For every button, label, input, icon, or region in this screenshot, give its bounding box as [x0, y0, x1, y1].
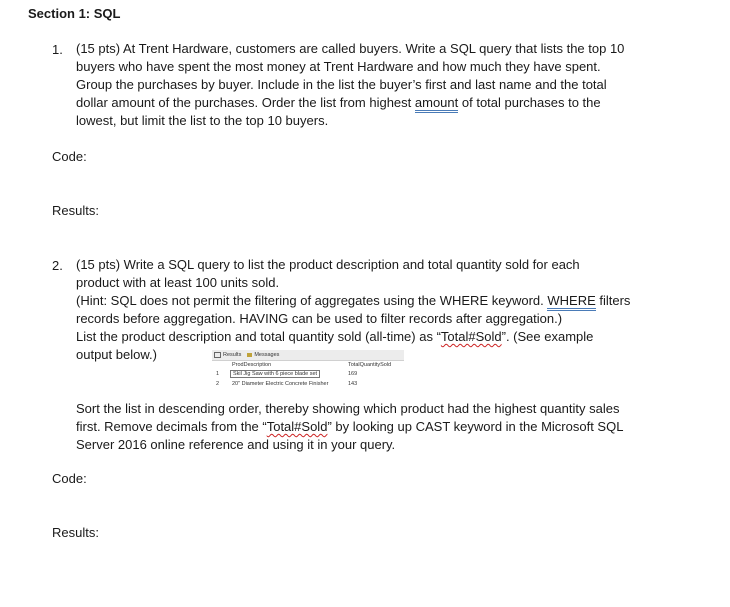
question-2-text	[76, 256, 716, 364]
q2-line	[76, 418, 716, 436]
results-tab	[214, 352, 241, 358]
q2-text-segment: ”. (See example	[501, 329, 594, 344]
q2-line: (15 pts) Write a SQL query to list the product description and total quantity sold for each	[76, 257, 580, 272]
messages-tab	[247, 352, 279, 358]
result-cell-qty: 143	[348, 381, 358, 387]
results-grid	[212, 361, 404, 393]
q2-line: product with at least 100 units sold.	[76, 275, 280, 290]
q1-text-segment: dollar amount of the purchases. Order the list from highest	[76, 95, 415, 110]
q1-results-label: Results:	[52, 203, 99, 218]
results-tabbar	[212, 350, 404, 361]
q2-text-segment: filters	[595, 293, 631, 308]
messages-icon	[247, 353, 252, 357]
q2-text-segment: List the product description and total quantity sold (all-time) as “	[76, 329, 441, 344]
question-2-sort-text	[76, 400, 716, 454]
q2-text-segment: ” by looking up CAST keyword in the Microsoft SQL	[327, 419, 624, 434]
result-cell-qty: 169	[348, 371, 358, 377]
spelling-flag-total-sold: Total#Sold	[266, 419, 328, 434]
q1-code-label: Code:	[52, 149, 87, 164]
result-cell-desc: 20" Diameter Electric Concrete Finisher	[232, 381, 329, 387]
results-tab-label: Results	[223, 352, 242, 358]
example-output-image	[212, 350, 404, 392]
q1-line: buyers who have spent the most money at Trent Hardware and how much they have spent.	[76, 59, 601, 74]
question-1-text	[76, 40, 716, 130]
q2-line	[76, 292, 716, 310]
q1-line: (15 pts) At Trent Hardware, customers are called buyers. Write a SQL query that lists the top 10	[76, 41, 625, 56]
q1-line: Group the purchases by buyer. Include in the list the buyer’s first and last name and the total	[76, 77, 607, 92]
grammar-flag-where: WHERE	[547, 293, 595, 311]
q2-line: output below.)	[76, 347, 157, 362]
row-number: 1	[216, 371, 220, 377]
spelling-flag-total-sold: Total#Sold	[440, 329, 502, 344]
grammar-flag-amount: amount	[415, 95, 458, 113]
question-1-number: 1.	[52, 42, 63, 57]
q1-text-segment: of total purchases to the	[458, 95, 601, 110]
q2-line: Sort the list in descending order, thereby showing which product had the highest quantity sales	[76, 401, 620, 416]
column-header: ProdDescription	[232, 362, 272, 368]
grid-icon	[214, 352, 221, 358]
q2-text-segment: (Hint: SQL does not permit the filtering of aggregates using the WHERE keyword.	[76, 293, 548, 308]
q1-line: lowest, but limit the list to the top 10 buyers.	[76, 113, 329, 128]
q2-line: Server 2016 online reference and using it in your query.	[76, 437, 396, 452]
q2-line	[76, 328, 716, 346]
messages-tab-label: Messages	[254, 352, 280, 358]
q2-code-label: Code:	[52, 471, 87, 486]
q2-results-label: Results:	[52, 525, 99, 540]
q1-line	[76, 94, 716, 112]
result-cell-desc: Skil Jig Saw with 6 piece blade set	[230, 370, 320, 378]
question-2-number: 2.	[52, 258, 63, 273]
q2-line: records before aggregation. HAVING can be used to filter records after aggregation.)	[76, 311, 563, 326]
section-heading: Section 1: SQL	[28, 6, 121, 21]
row-number: 2	[216, 381, 220, 387]
column-header: TotalQuantitySold	[348, 362, 392, 368]
q2-text-segment: first. Remove decimals from the “	[76, 419, 267, 434]
